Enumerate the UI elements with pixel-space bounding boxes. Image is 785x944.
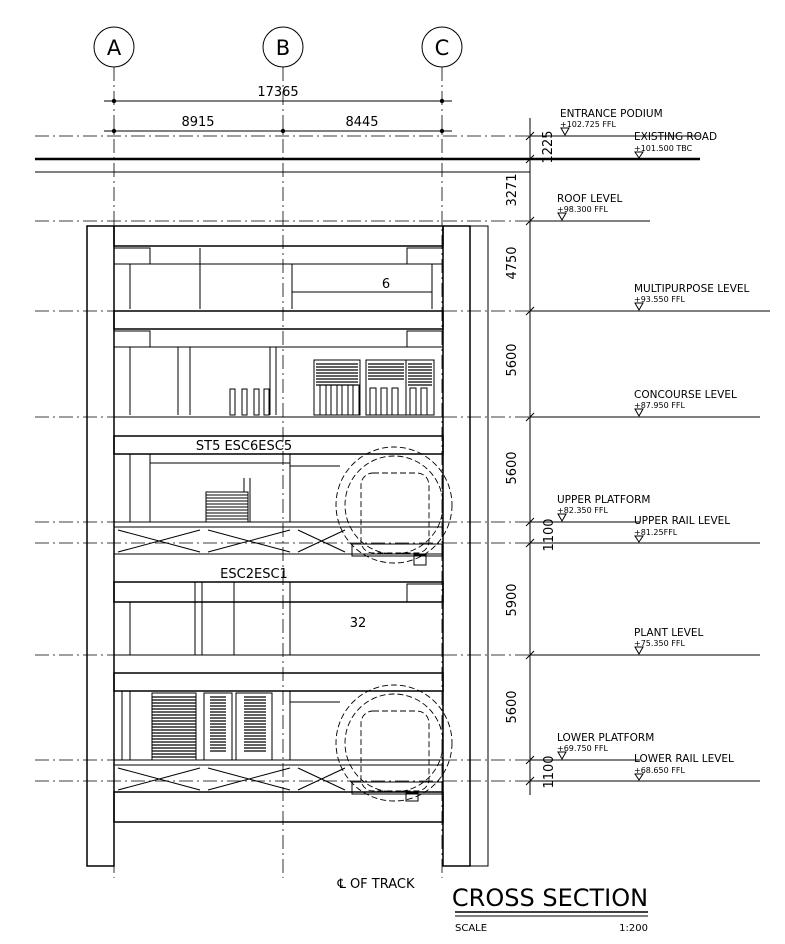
vdim-4750: 4750 xyxy=(505,246,520,280)
grid-bubble-a xyxy=(94,27,134,67)
level-tag-plant xyxy=(634,627,704,654)
room-label-32: 32 xyxy=(349,616,367,631)
plant-slab xyxy=(114,673,443,691)
level-value: +102.725 FFL xyxy=(560,120,616,129)
level-value: +98.300 FFL xyxy=(557,205,608,214)
level-value: +93.550 FFL xyxy=(634,295,685,304)
title-block xyxy=(452,884,648,934)
roof-slab xyxy=(114,226,443,246)
escalator-labels-lower: ESC2ESC1 xyxy=(220,567,288,582)
level-value: +82.350 FFL xyxy=(557,506,608,515)
level-name: EXISTING ROAD xyxy=(634,131,718,143)
tunnel-upper xyxy=(336,447,452,565)
vdim-5900: 5900 xyxy=(505,583,520,617)
vdim-1225: 1225 xyxy=(541,130,556,164)
level-tag-upper-rail xyxy=(634,515,730,542)
level-name: UPPER RAIL LEVEL xyxy=(634,515,731,527)
dimension-bays xyxy=(104,115,452,133)
plant-upper-slab xyxy=(114,582,443,602)
upper-platform-room xyxy=(114,454,443,522)
plant-room xyxy=(114,602,443,655)
upper-trackbed xyxy=(114,527,443,554)
right-diaphragm-wall xyxy=(443,226,470,866)
level-value: +101.500 TBC xyxy=(634,144,693,153)
level-name: LOWER PLATFORM xyxy=(557,732,655,744)
level-name: CONCOURSE LEVEL xyxy=(634,389,737,401)
lower-trackbed xyxy=(114,765,443,792)
vdim-5600-a: 5600 xyxy=(505,343,520,377)
escalator-block-lower xyxy=(152,693,272,760)
grid-label-c: C xyxy=(434,36,450,60)
dimension-overall xyxy=(104,85,452,103)
vdim-5600-c: 5600 xyxy=(505,690,520,724)
level-value: +81.25FFL xyxy=(634,528,678,537)
room-label-6: 6 xyxy=(381,277,391,292)
dimension-overall-text: 17365 xyxy=(257,85,299,100)
level-value: +68.650 FFL xyxy=(634,766,685,775)
grid-bubble-c xyxy=(422,27,462,67)
vertical-dimension-chain xyxy=(526,118,534,795)
level-name: MULTIPURPOSE LEVEL xyxy=(634,283,750,295)
level-name: ROOF LEVEL xyxy=(557,193,623,205)
right-outer-wall xyxy=(470,226,488,866)
level-name: UPPER PLATFORM xyxy=(557,494,651,506)
drawing-title: CROSS SECTION xyxy=(451,884,649,912)
escalator-labels-upper: ST5 ESC6ESC5 xyxy=(195,439,293,454)
vdim-1100-a: 1100 xyxy=(542,518,557,552)
base-slab xyxy=(114,792,443,822)
level-name: ENTRANCE PODIUM xyxy=(560,108,663,120)
left-diaphragm-wall xyxy=(87,226,114,866)
level-value: +75.350 FFL xyxy=(634,639,685,648)
grid-label-b: B xyxy=(275,36,291,60)
dimension-left-bay-text: 8915 xyxy=(181,115,215,130)
level-tag-multipurpose xyxy=(634,283,750,310)
grid-bubble-b xyxy=(263,27,303,67)
level-1-room xyxy=(114,246,443,311)
dimension-right-bay-text: 8445 xyxy=(345,115,379,130)
beam-l2-right xyxy=(407,331,443,347)
lower-platform-room xyxy=(114,691,443,760)
level-tag-existing-road xyxy=(634,131,717,158)
escalator-block-concourse xyxy=(314,360,434,415)
level-tag-lower-rail xyxy=(634,753,734,780)
scale-label: SCALE xyxy=(455,923,488,934)
tunnel-lower xyxy=(336,685,452,801)
level-tag-roof xyxy=(557,193,623,220)
level-value: +87.950 FFL xyxy=(634,401,685,410)
level-tag-concourse xyxy=(634,389,737,416)
vdim-5600-b: 5600 xyxy=(505,451,520,485)
beam-top-right xyxy=(407,248,443,264)
grid-label-a: A xyxy=(106,36,122,60)
scale-value: 1:200 xyxy=(619,923,648,934)
level-value: +69.750 FFL xyxy=(557,744,608,753)
vdim-1100-b: 1100 xyxy=(542,755,557,789)
beam-l2-left xyxy=(114,331,150,347)
level-name: PLANT LEVEL xyxy=(634,627,704,639)
track-centerline-label: ℄ OF TRACK xyxy=(337,877,415,892)
stair-upper xyxy=(206,478,250,522)
multipurpose-slab xyxy=(114,311,443,329)
beam-top-left xyxy=(114,248,150,264)
vdim-3271: 3271 xyxy=(505,173,520,207)
level-name: LOWER RAIL LEVEL xyxy=(634,753,734,765)
